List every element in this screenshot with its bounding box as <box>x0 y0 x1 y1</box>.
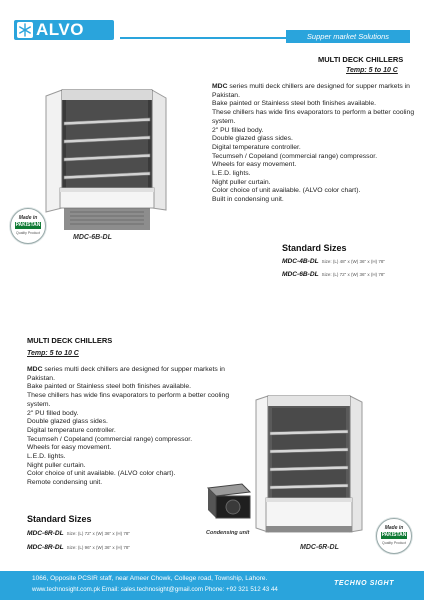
section2-description <box>27 366 252 488</box>
badge-top-text: Made in <box>18 215 38 221</box>
size-row <box>27 530 130 537</box>
list-item: Double glazed glass sides. <box>212 135 293 143</box>
list-item: L.E.D. lights. <box>27 453 66 461</box>
section1-intro <box>212 83 417 100</box>
list-item: Digital temperature controller. <box>212 143 301 151</box>
made-in-pakistan-badge <box>376 518 412 554</box>
product-label-mdc-6r-dl: MDC-6R-DL <box>300 544 339 551</box>
list-item: Built in condensing unit. <box>212 196 284 204</box>
snowflake-icon <box>17 22 33 38</box>
badge-bottom-text: Quality Product <box>16 231 40 235</box>
footer <box>0 571 424 600</box>
list-item: Double glazed glass sides. <box>27 418 108 426</box>
condensing-unit-label: Condensing unit <box>206 530 250 536</box>
size-dims: Size: (L) 96" x (W) 36" x (H) 78" <box>66 545 130 550</box>
list-item: Bake painted or Stainless steel both finishes available. <box>27 383 191 391</box>
list-item: These chillers has wide fins evaporators to perform a better cooling system. <box>27 392 230 408</box>
list-item: Wheels for easy movement. <box>212 161 297 169</box>
size-dims: Size: (L) 72" x (W) 36" x (H) 78" <box>66 531 130 536</box>
list-item: Tecumseh / Copeland (commercial range) compressor. <box>27 435 193 443</box>
list-item: Digital temperature controller. <box>27 426 116 434</box>
section1-temp: Temp: 5 to 10 C <box>346 67 398 74</box>
section2-temp: Temp: 5 to 10 C <box>27 350 79 357</box>
list-item: Night puller curtain. <box>27 461 86 469</box>
section2-intro <box>27 366 252 383</box>
condensing-unit-image <box>202 480 254 522</box>
badge-bottom-text: Quality Product <box>382 541 406 545</box>
badge-flag-text: PAKISTAN <box>381 532 407 538</box>
footer-contact: www.technosight.com.pk Email: sales.technosight@gmail.com Phone: +92 321 512 43 44 <box>32 586 278 593</box>
list-item: 2" PU filled body. <box>212 126 264 134</box>
product-image-mdc-6r-dl <box>254 392 364 540</box>
tagline-banner <box>286 30 410 43</box>
size-code: MDC-6R-DL <box>27 530 64 537</box>
product-image-mdc-6b-dl <box>42 88 170 236</box>
list-item: Remote condensing unit. <box>27 479 103 487</box>
section1-standard-sizes-title: Standard Sizes <box>282 243 347 253</box>
made-in-pakistan-badge <box>10 208 46 244</box>
size-row <box>282 258 385 265</box>
badge-top-text: Made in <box>384 525 404 531</box>
list-item: Tecumseh / Copeland (commercial range) compressor. <box>212 152 378 160</box>
section2-title: MULTI DECK CHILLERS <box>27 336 113 345</box>
size-code: MDC-8R-DL <box>27 544 64 551</box>
section1-description <box>212 83 417 205</box>
section1-intro-bold: MDC <box>212 83 228 90</box>
size-row <box>27 544 130 551</box>
size-code: MDC-6B-DL <box>282 271 319 278</box>
list-item: Color choice of unit available. (ALVO color chart). <box>27 470 176 478</box>
size-code: MDC-4B-DL <box>282 258 319 265</box>
section1-title: MULTI DECK CHILLERS <box>318 55 404 64</box>
product-label-mdc-6b-dl: MDC-6B-DL <box>73 234 112 241</box>
section1-intro-text: series multi deck chillers are designed for supper markets in Pakistan. <box>212 83 410 99</box>
brand-name: ALVO <box>36 20 84 39</box>
list-item: Color choice of unit available. (ALVO color chart). <box>212 187 361 195</box>
size-row <box>282 271 385 278</box>
section2-intro-text: series multi deck chillers are designed for supper markets in Pakistan. <box>27 366 225 382</box>
badge-flag-text: PAKISTAN <box>15 222 41 228</box>
list-item: 2" PU filled body. <box>27 409 79 417</box>
size-dims: Size: (L) 72" x (W) 36" x (H) 78" <box>321 272 385 277</box>
list-item: These chillers has wide fins evaporators to perform a better cooling system. <box>212 109 415 125</box>
tagline: Supper market Solutions <box>306 32 390 41</box>
size-dims: Size: (L) 48" x (W) 36" x (H) 78" <box>321 259 385 264</box>
list-item: Wheels for easy movement. <box>27 444 112 452</box>
section2-intro-bold: MDC <box>27 366 43 373</box>
list-item: L.E.D. lights. <box>212 170 251 178</box>
footer-address: 1066, Opposite PCSIR staff, near Ameer Chowk, College road, Township, Lahore. <box>32 575 268 582</box>
footer-logo: TECHNO SIGHT <box>334 580 395 587</box>
brand-logo <box>14 20 114 40</box>
section2-standard-sizes-title: Standard Sizes <box>27 514 92 524</box>
list-item: Night puller curtain. <box>212 178 271 186</box>
list-item: Bake painted or Stainless steel both finishes available. <box>212 100 376 108</box>
